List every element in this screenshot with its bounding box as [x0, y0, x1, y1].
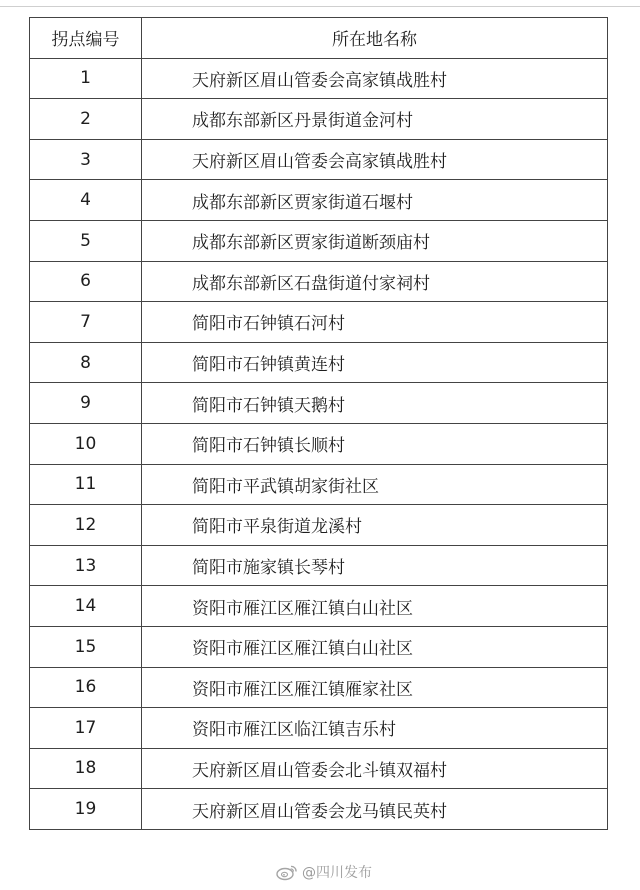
- point-number-cell: 7: [30, 302, 142, 343]
- header-location-name: 所在地名称: [142, 18, 608, 59]
- location-name-cell: 简阳市平泉街道龙溪村: [142, 505, 608, 546]
- location-name-cell: 成都东部新区贾家街道断颈庙村: [142, 220, 608, 261]
- location-name-cell: 简阳市石钟镇黄连村: [142, 342, 608, 383]
- point-number-cell: 10: [30, 423, 142, 464]
- location-name-cell: 天府新区眉山管委会高家镇战胜村: [142, 139, 608, 180]
- inflection-point-table: [29, 17, 608, 830]
- location-name-cell: 简阳市石钟镇天鹅村: [142, 383, 608, 424]
- point-number-cell: 6: [30, 261, 142, 302]
- table-header-row: [30, 18, 608, 59]
- weibo-watermark: [276, 861, 372, 883]
- point-number-cell: 13: [30, 545, 142, 586]
- table-row: [30, 789, 608, 830]
- table-row: [30, 748, 608, 789]
- table-row: [30, 423, 608, 464]
- table-row: [30, 505, 608, 546]
- location-name-cell: 成都东部新区石盘街道付家祠村: [142, 261, 608, 302]
- point-number-cell: 14: [30, 586, 142, 627]
- location-name-cell: 资阳市雁江区雁江镇雁家社区: [142, 667, 608, 708]
- weibo-logo-icon: [276, 863, 298, 881]
- point-number-cell: 2: [30, 99, 142, 140]
- point-number-cell: 15: [30, 626, 142, 667]
- location-name-cell: 资阳市雁江区雁江镇白山社区: [142, 586, 608, 627]
- point-number-cell: 8: [30, 342, 142, 383]
- point-number-cell: 4: [30, 180, 142, 221]
- header-point-number: 拐点编号: [30, 18, 142, 59]
- table-row: [30, 220, 608, 261]
- table-row: [30, 626, 608, 667]
- point-number-cell: 9: [30, 383, 142, 424]
- location-name-cell: 资阳市雁江区临江镇吉乐村: [142, 708, 608, 749]
- table-row: [30, 708, 608, 749]
- point-number-cell: 11: [30, 464, 142, 505]
- table-body: [30, 58, 608, 829]
- table-row: [30, 58, 608, 99]
- point-number-cell: 18: [30, 748, 142, 789]
- table-row: [30, 302, 608, 343]
- table-row: [30, 180, 608, 221]
- location-name-cell: 简阳市石钟镇石河村: [142, 302, 608, 343]
- location-name-cell: 天府新区眉山管委会北斗镇双福村: [142, 748, 608, 789]
- point-number-cell: 16: [30, 667, 142, 708]
- location-name-cell: 天府新区眉山管委会高家镇战胜村: [142, 58, 608, 99]
- table-row: [30, 261, 608, 302]
- location-name-cell: 成都东部新区丹景街道金河村: [142, 99, 608, 140]
- location-name-cell: 天府新区眉山管委会龙马镇民英村: [142, 789, 608, 830]
- table-row: [30, 383, 608, 424]
- table-row: [30, 545, 608, 586]
- location-name-cell: 简阳市石钟镇长顺村: [142, 423, 608, 464]
- location-name-cell: 简阳市平武镇胡家街社区: [142, 464, 608, 505]
- location-name-cell: 资阳市雁江区雁江镇白山社区: [142, 626, 608, 667]
- table-row: [30, 464, 608, 505]
- table-row: [30, 139, 608, 180]
- table-row: [30, 342, 608, 383]
- page-top-border: [0, 0, 640, 7]
- location-name-cell: 简阳市施家镇长琴村: [142, 545, 608, 586]
- point-number-cell: 17: [30, 708, 142, 749]
- point-number-cell: 1: [30, 58, 142, 99]
- table-row: [30, 667, 608, 708]
- table-row: [30, 586, 608, 627]
- point-number-cell: 19: [30, 789, 142, 830]
- point-number-cell: 5: [30, 220, 142, 261]
- point-number-cell: 3: [30, 139, 142, 180]
- point-number-cell: 12: [30, 505, 142, 546]
- location-name-cell: 成都东部新区贾家街道石堰村: [142, 180, 608, 221]
- watermark-text: @四川发布: [302, 865, 372, 881]
- table-row: [30, 99, 608, 140]
